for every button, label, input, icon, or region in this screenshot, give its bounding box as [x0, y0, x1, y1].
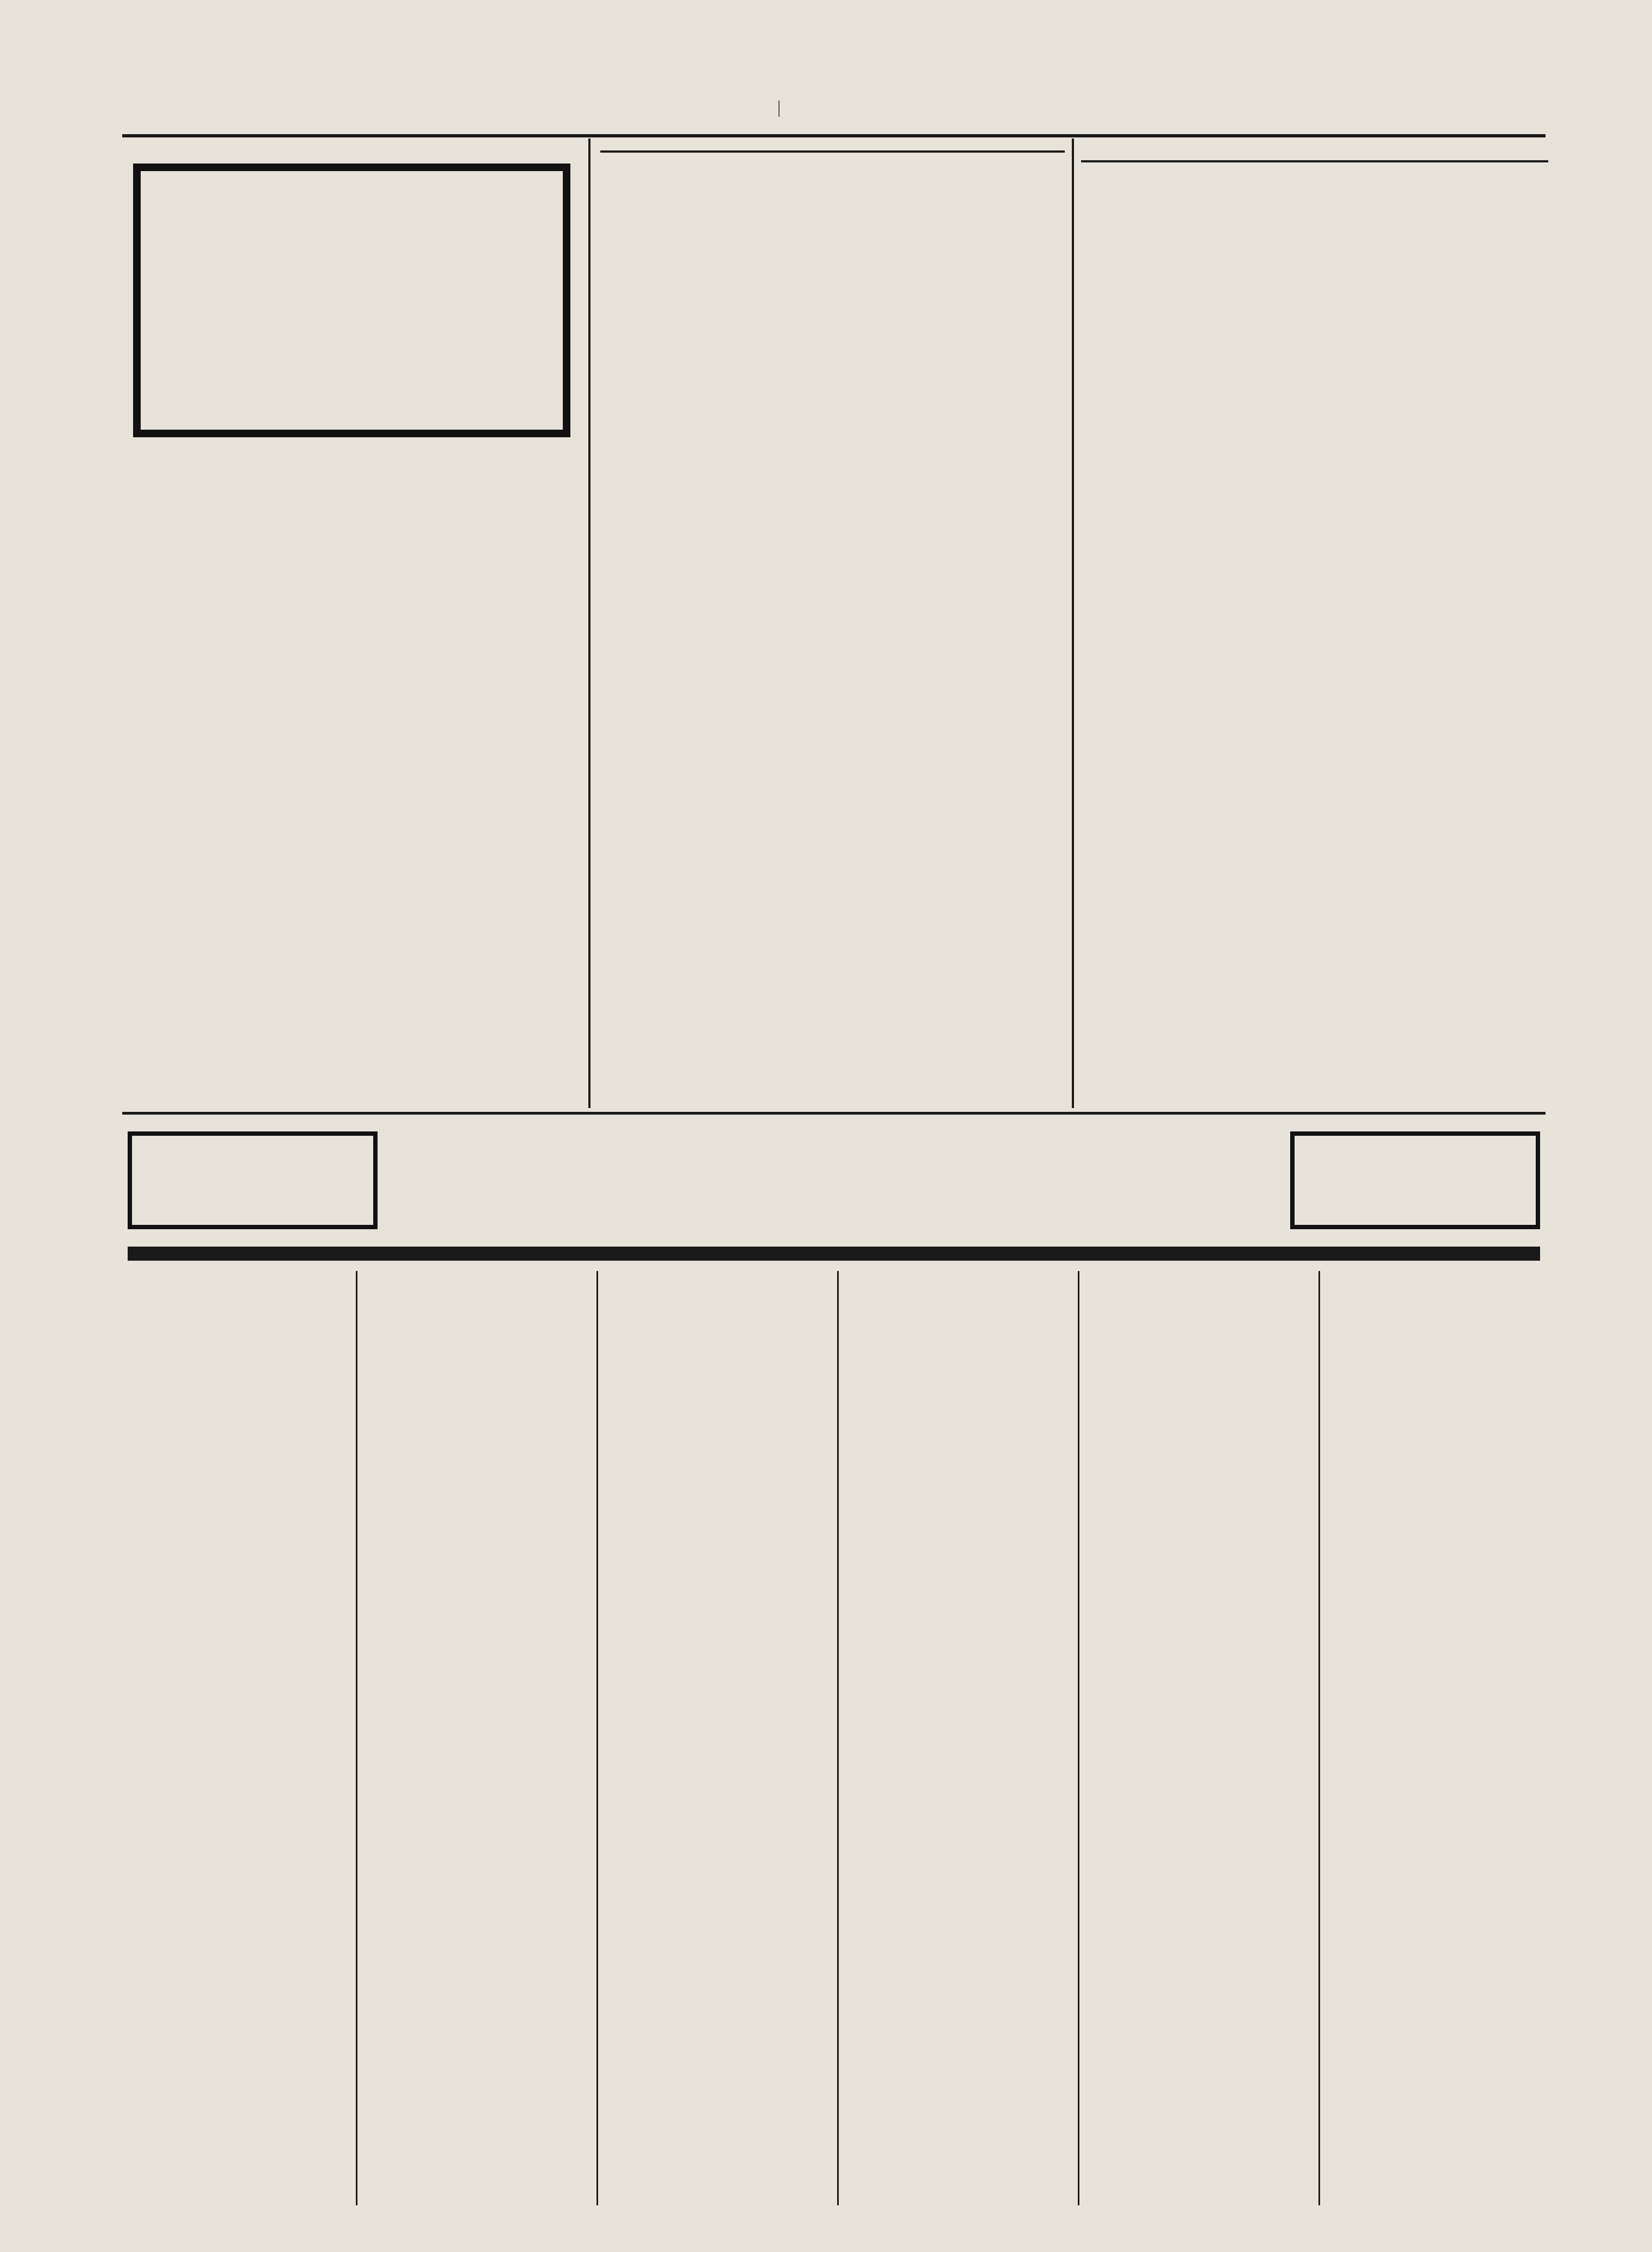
kleiner-anzeiger-banner [122, 1116, 1546, 1268]
column-divider [596, 1271, 598, 2205]
column-divider [1078, 1271, 1079, 2205]
column-2 [600, 144, 1065, 1108]
banner-bottom-bar [128, 1247, 1540, 1261]
ad-ausschreibung-proboscht [1081, 205, 1548, 227]
column-divider [356, 1271, 357, 2205]
column-1 [122, 144, 581, 1108]
section-rule [600, 150, 1065, 153]
ad-lagerraeume [133, 163, 570, 437]
ad-ausschreibung-triebsch [600, 195, 1065, 217]
column-divider [837, 1271, 839, 2205]
banner-left-notice [128, 1131, 378, 1229]
column-3 [1081, 144, 1548, 1108]
page-header [111, 100, 1556, 133]
header-rule [122, 134, 1546, 137]
column-divider [1072, 139, 1074, 1108]
banner-rule [122, 1112, 1546, 1115]
column-divider [1318, 1271, 1320, 2205]
section-rule [1081, 160, 1548, 162]
column-divider [588, 139, 591, 1108]
newspaper-page [111, 100, 1556, 2208]
banner-right-notice [1290, 1131, 1540, 1229]
